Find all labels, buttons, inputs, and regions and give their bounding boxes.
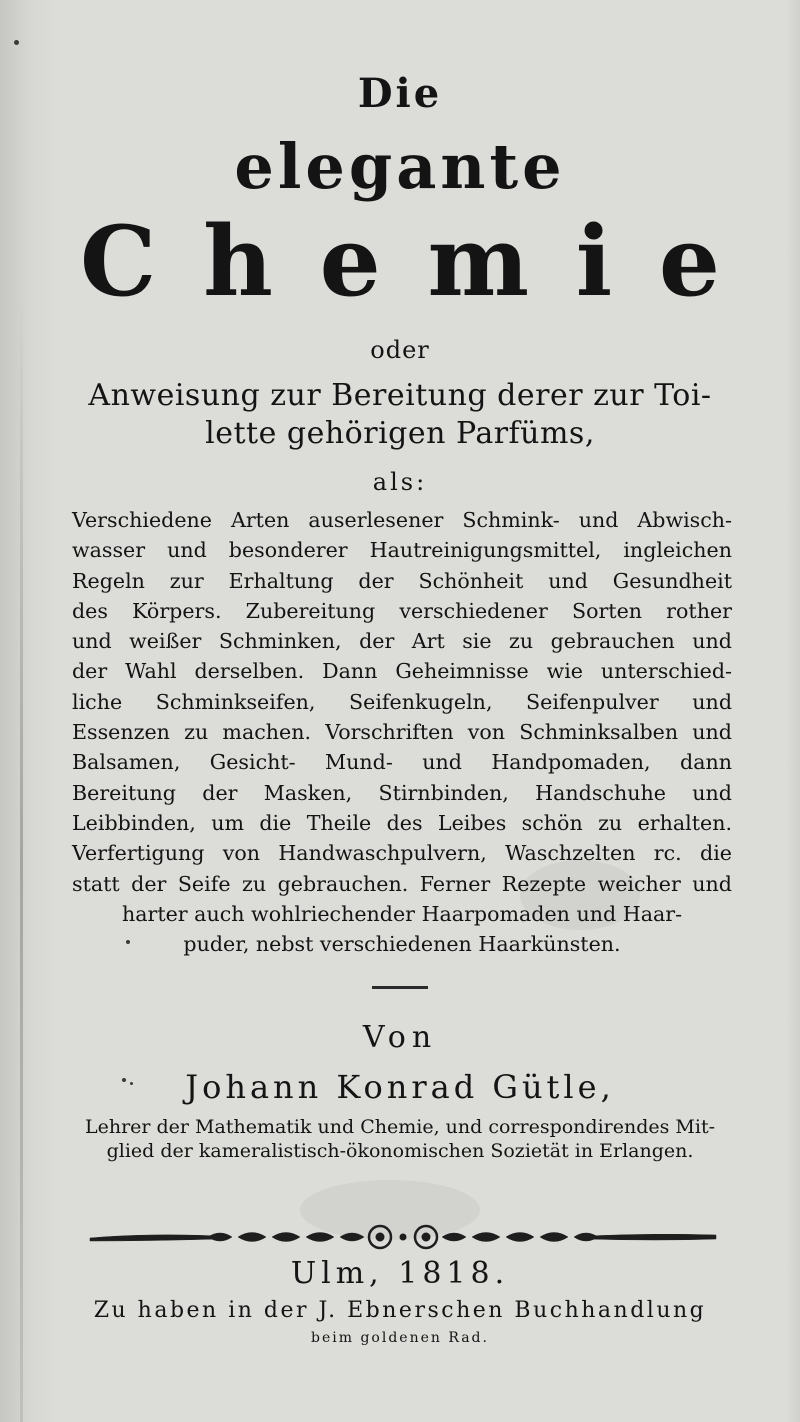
title-line-die: Die xyxy=(357,70,443,117)
ink-speck xyxy=(122,1078,126,1082)
ink-speck xyxy=(130,1082,133,1085)
description-line: des Körpers. Zubereitung verschiedener Sorten rother xyxy=(72,598,732,623)
subtitle-line-1: Anweisung zur Bereitung derer zur Toi- xyxy=(88,378,712,413)
description-line: liche Schminkseifen, Seifenkugeln, Seifenpulver und xyxy=(72,689,732,714)
imprint-place-year: Ulm, 1818. xyxy=(290,1256,510,1291)
description-line: Essenzen zu machen. Vorschriften von Schminksalben und xyxy=(72,720,732,745)
author-name: Johann Konrad Gütle, xyxy=(185,1068,615,1106)
imprint-publisher-line-2: beim goldenen Rad. xyxy=(311,1330,489,1346)
description-line: wasser und besonderer Hautreinigungsmittel, ingleichen xyxy=(72,538,732,563)
author-affiliation-line-1: Lehrer der Mathematik und Chemie, und correspondirendes Mit- xyxy=(84,1116,716,1138)
ornamental-rule xyxy=(88,1216,718,1256)
description-line: Regeln zur Erhaltung der Schönheit und Gesundheit xyxy=(72,568,732,593)
title-letter: h xyxy=(203,205,273,318)
section-divider xyxy=(372,986,428,989)
title-letter: C xyxy=(80,205,157,318)
title-letter: i xyxy=(575,205,613,318)
title-line-elegante: elegante xyxy=(234,130,566,203)
imprint-publisher-line-1: Zu haben in der J. Ebnerschen Buchhandlung xyxy=(93,1298,707,1323)
title-letter: e xyxy=(319,205,381,318)
description-paragraph xyxy=(72,505,732,959)
description-line: statt der Seife zu gebrauchen. Ferner Rezepte weicher und xyxy=(72,871,732,896)
description-line: Leibbinden, um die Theile des Leibes schön zu erhalten. xyxy=(72,810,732,835)
author-affiliation-line-2: glied der kameralistisch-ökonomischen Sozietät in Erlangen. xyxy=(106,1140,694,1162)
title-line-chemie xyxy=(0,205,800,318)
description-line: Bereitung der Masken, Stirnbinden, Handschuhe und xyxy=(72,780,732,805)
description-line: harter auch wohlriechender Haarpomaden und Haar- xyxy=(121,901,683,926)
description-line: Verschiedene Arten auserlesener Schmink- und Abwisch- xyxy=(72,508,732,532)
description-line: puder, nebst verschiedenen Haarkünsten. xyxy=(183,932,621,957)
title-letter: m xyxy=(427,205,530,318)
ink-speck xyxy=(126,940,130,944)
description-line: und weißer Schminken, der Art sie zu gebrauchen und xyxy=(72,629,732,654)
subtitle-line-2: lette gehörigen Parfüms, xyxy=(205,416,595,451)
als-label: als: xyxy=(372,468,428,496)
description-line: Balsamen, Gesicht- Mund- und Handpomaden, dann xyxy=(72,750,732,775)
title-letter: e xyxy=(658,205,720,318)
connector-oder: oder xyxy=(370,336,430,364)
byline-von: Von xyxy=(362,1020,438,1055)
description-line: Verfertigung von Handwaschpulvern, Waschzelten rc. die xyxy=(72,841,732,866)
ink-speck xyxy=(14,40,19,45)
description-line: der Wahl derselben. Dann Geheimnisse wie unterschied- xyxy=(72,659,732,684)
